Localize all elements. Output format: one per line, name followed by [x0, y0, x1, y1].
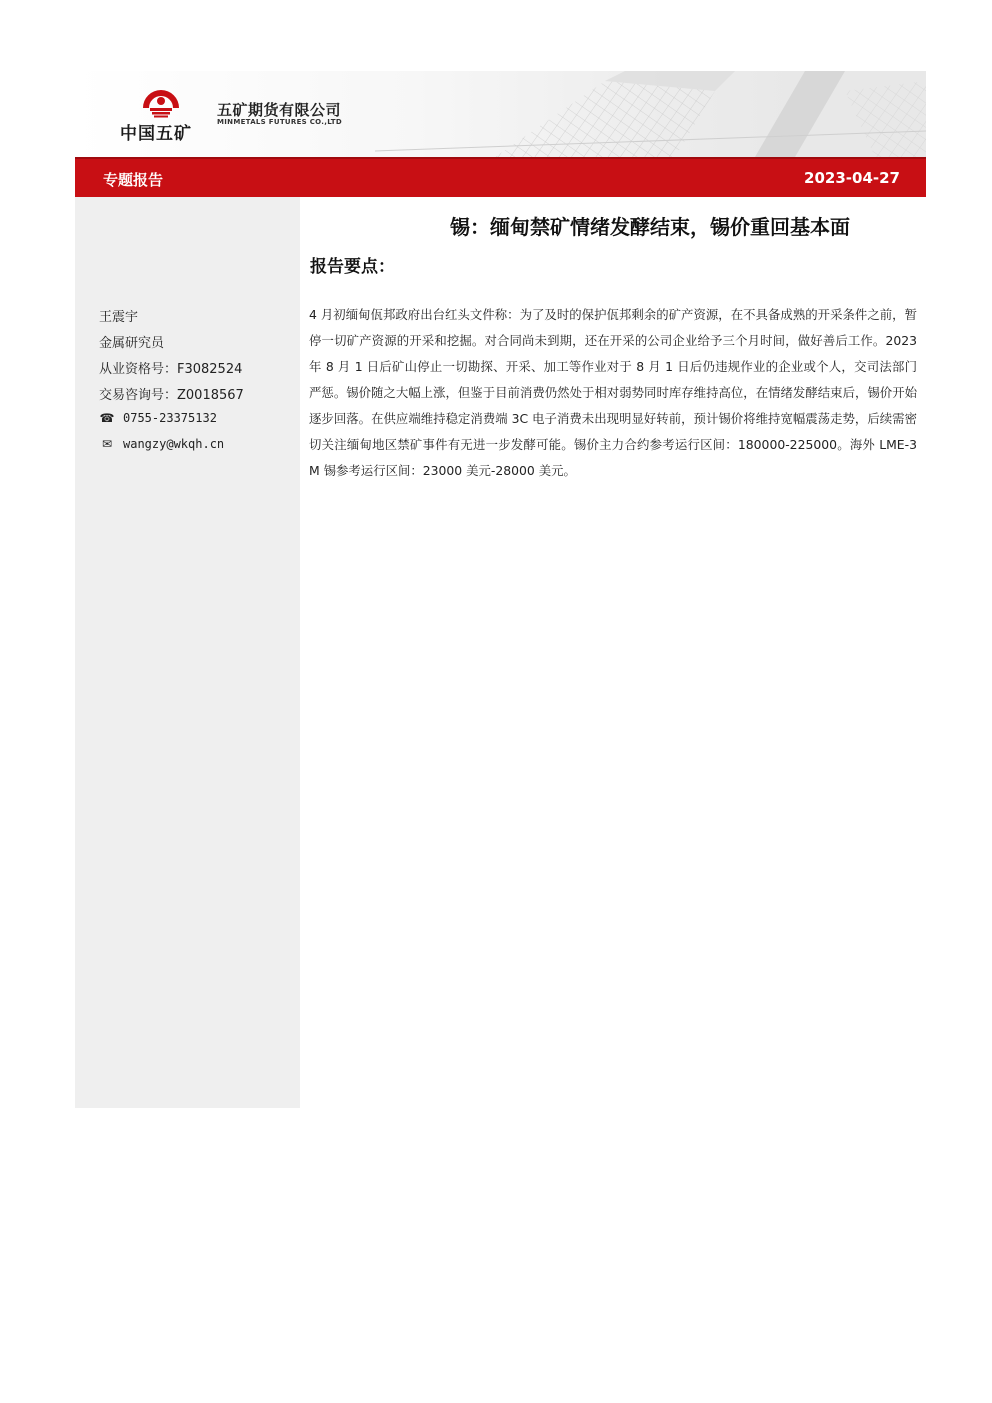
building-graphic	[375, 71, 926, 157]
author-email[interactable]	[99, 437, 224, 451]
author-role: 金属研究员	[99, 336, 165, 351]
author-name: 王震宇	[99, 310, 139, 325]
page-header	[75, 71, 926, 157]
phone-icon: ☎	[99, 411, 115, 425]
report-title: 锡：缅甸禁矿情绪发酵结束，锡价重回基本面	[450, 215, 850, 239]
email-address[interactable]: wangzy@wkqh.cn	[123, 437, 225, 451]
author-sidebar	[75, 197, 300, 1108]
section-heading: 报告要点：	[310, 257, 395, 277]
phone-number: 0755-23375132	[123, 411, 217, 425]
report-type-bar	[75, 157, 926, 197]
report-summary: 4 月初缅甸佤邦政府出台红头文件称：为了及时的保护佤邦剩余的矿产资源，在不具备成熟的开采条件之前，暂停一切矿产资源的开采和挖掘。对合同尚未到期，还在开采的公司企业给予三个月时间，做好善后工作。2023 年 8 月 1 日后矿山停止一切勘探、开采、加工等作业对于 8 月 1 日后仍违规作业的企业或个人，交司法部门严惩。锡价随之大幅上涨，但鉴于目前消费仍然处于相对弱势同时库存维持高位，在情绪发酵结束后，锡价开始逐步回落。在供应端维持稳定消费端 3C 电子消费未出现明显好转前，预计锡价将维持宽幅震荡走势，后续需密切关注缅甸地区禁矿事件有无进一步发酵可能。锡价主力合约参考运行区间：180000-225000。海外 LME-3M 锡参考运行区间：23000 美元-28000 美元。	[309, 307, 917, 478]
mail-icon: ✉	[101, 437, 113, 451]
company-emblem-icon	[142, 86, 180, 118]
author-advisory: 交易咨询号：Z0018567	[99, 388, 244, 403]
author-phone	[99, 411, 217, 425]
company-name-cn: 五矿期货有限公司	[217, 101, 342, 119]
logo-text: 中国五矿	[120, 124, 192, 144]
report-date: 2023-04-27	[804, 169, 900, 187]
report-type-label: 专题报告	[103, 171, 164, 189]
author-license: 从业资格号：F3082524	[99, 362, 243, 377]
company-name-en: MINMETALS FUTURES CO.,LTD	[217, 118, 342, 126]
